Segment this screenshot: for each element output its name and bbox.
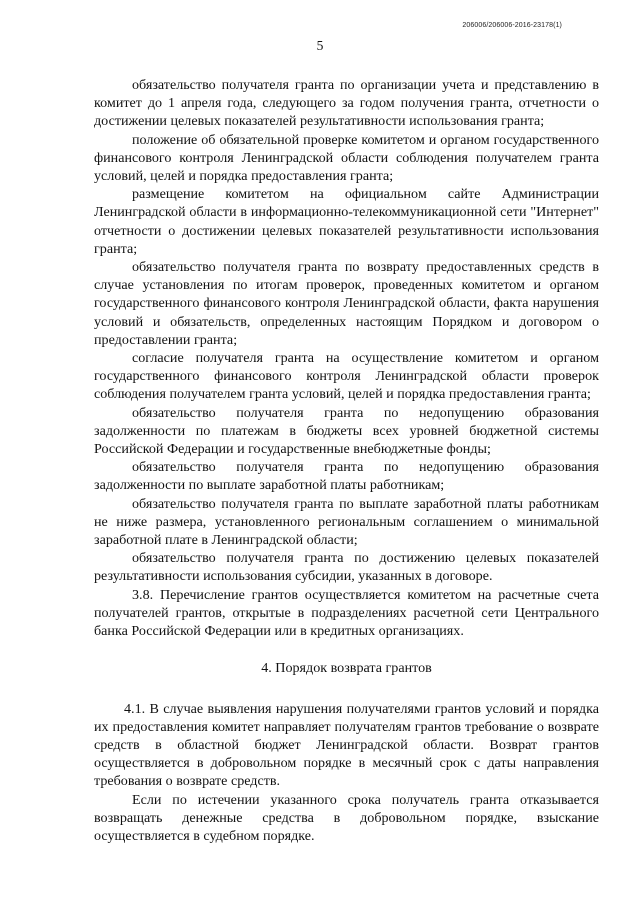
paragraph: обязательство получателя гранта по достижению целевых показателей результативности использования субсидии, указанных в договоре. [94,550,599,585]
document-body [94,76,599,845]
paragraph: обязательство получателя гранта по недопущению образования задолженности по выплате заработной платы работникам; [94,459,599,494]
paragraph: обязательство получателя гранта по выплате заработной платы работникам не ниже размера, установленного региональным соглашением о минимальной заработной плате в Ленинградской области; [94,495,599,549]
paragraph: положение об обязательной проверке комитетом и органом государственного финансового контроля Ленинградской области соблюдения получателем гранта условий, целей и порядка предоставления гранта; [94,131,599,185]
page-number: 5 [316,38,324,53]
paragraph: обязательство получателя гранта по организации учета и представлению в комитет до 1 апреля года, следующего за годом получения гранта, отчетности о достижении целевых показателей результативности использования гранта; [94,77,599,130]
paragraph: 3.8. Перечисление грантов осуществляется комитетом на расчетные счета получателей грантов, открытые в подразделениях расчетной сети Центрального банка Российской Федерации или в кредитных организациях. [94,586,599,640]
paragraph: Если по истечении указанного срока получатель гранта отказывается возвращать денежные средства в добровольном порядке, взыскание осуществляется в судебном порядке. [94,791,599,844]
paragraph: согласие получателя гранта на осуществление комитетом и органом государственного финансового контроля Ленинградской области проверок соблюдения получателем гранта условий, целей и порядка предоставления гранта; [94,350,599,403]
document-id: 206006/206006-2016-23178(1) [462,22,562,29]
paragraph: 4.1. В случае выявления нарушения получателями грантов условий и порядка их предоставления комитет направляет получателям грантов требование о возврате средств в областной бюджет Ленинградской области. Возврат грантов осуществляется в добровольном порядке в месячный срок с даты направления требования о возврате средств. [94,700,599,790]
paragraph: обязательство получателя гранта по недопущению образования задолженности по платежам в бюджеты всех уровней бюджетной системы Российской Федерации и государственные внебюджетные фонды; [94,404,599,458]
paragraph: размещение комитетом на официальном сайте Администрации Ленинградской области в информационно-телекоммуникационной сети "Интернет" отчетности о достижении целевых показателей результативности использования гранта; [94,186,599,257]
section-title: 4. Порядок возврата грантов [261,660,432,677]
paragraph: обязательство получателя гранта по возврату предоставленных средств в случае установления по итогам проверок, проведенных комитетом и органом государственного финансового контроля Ленинградской области, факта нарушения условий и обязательств, определенных настоящим Порядком и договором о предоставлении гранта; [94,259,599,348]
